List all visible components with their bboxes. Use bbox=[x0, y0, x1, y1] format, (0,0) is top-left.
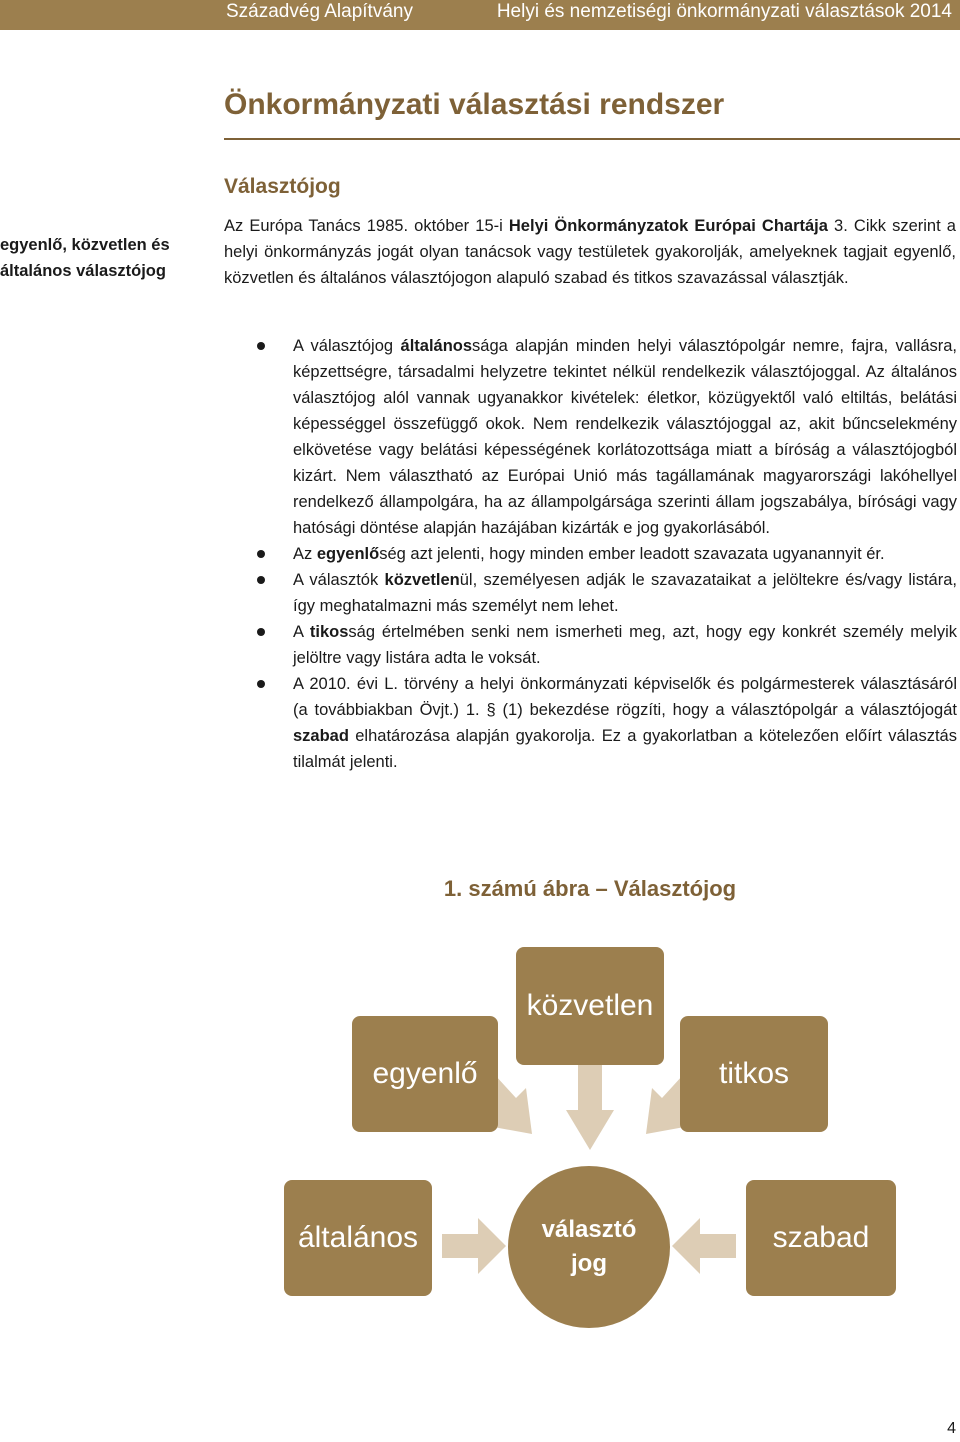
node-titkos: titkos bbox=[680, 1016, 828, 1132]
bullet-text: ül, személyesen adják le szavazataikat a jelöltekre és/vagy listára, így meghatalmazni más személyt nem lehet. bbox=[293, 571, 957, 615]
bullet-keyword: tikos bbox=[309, 623, 349, 641]
list-item bbox=[293, 671, 957, 775]
list-item bbox=[293, 567, 957, 619]
intro-charter-name: Helyi Önkormányzatok Európai Chartája bbox=[508, 217, 828, 235]
margin-note: egyenlő, közvetlen és általános választójog bbox=[0, 236, 170, 280]
bullet-text: A bbox=[293, 623, 310, 641]
section-heading: Választójog bbox=[224, 175, 341, 198]
node-altalanos: általános bbox=[284, 1180, 432, 1296]
running-header bbox=[0, 0, 960, 30]
list-item bbox=[293, 541, 957, 567]
bullet-icon bbox=[257, 576, 265, 584]
bullet-icon bbox=[257, 342, 265, 350]
bullet-keyword: közvetlen bbox=[384, 571, 460, 589]
bullet-icon bbox=[257, 550, 265, 558]
bullet-text: elhatározása alapján gyakorolja. Ez a gyakorlatban a kötelezően előírt választás tilalmát jelenti. bbox=[293, 727, 957, 771]
node-egyenlo: egyenlő bbox=[352, 1016, 498, 1132]
list-item bbox=[293, 619, 957, 671]
intro-text-end: 3. Cikk szerint a helyi önkormányzás jogát olyan tanácsok vagy testületek gyakorolják, amelyeknek tagjait egyenlő, közvetlen és általános választójogon alapuló szabad és titkos szavazással választják. bbox=[224, 217, 956, 287]
header-document-title: Helyi és nemzetiségi önkormányzati választások 2014 bbox=[496, 1, 952, 22]
bullet-keyword: szabad bbox=[293, 727, 349, 745]
suffrage-diagram bbox=[0, 930, 960, 1310]
page-title: Önkormányzati választási rendszer bbox=[224, 88, 725, 121]
center-node bbox=[508, 1166, 670, 1328]
arrow-from-szabad bbox=[672, 1218, 736, 1274]
node-szabad: szabad bbox=[746, 1180, 896, 1296]
arrow-from-altalanos bbox=[442, 1218, 506, 1274]
intro-text-start: Az Európa Tanács 1985. október 15-i bbox=[224, 217, 509, 235]
center-node-line2: jog bbox=[571, 1250, 607, 1277]
center-node-line1: választó bbox=[541, 1216, 637, 1243]
bullet-icon bbox=[257, 680, 265, 688]
principles-list bbox=[293, 333, 957, 775]
node-kozvetlen: közvetlen bbox=[516, 947, 664, 1065]
list-item bbox=[293, 333, 957, 541]
intro-paragraph bbox=[224, 213, 956, 291]
bullet-text: Az bbox=[293, 545, 317, 563]
figure-caption: 1. számú ábra – Választójog bbox=[443, 876, 737, 901]
bullet-keyword: általános bbox=[400, 337, 473, 355]
bullet-text: A választók bbox=[293, 571, 385, 589]
bullet-text: sága alapján minden helyi választópolgár nemre, fajra, vallásra, képzettségre, társadalmi helyzetre tekintet nélkül rendelkezik választójoggal. Az általános választójog alól vannak ugyanakkor kivételek: életkor, közügyektől való eltiltás, belátási képességgel összefüggő okok. Nem rendelkezik választójoggal az, akit bűncselekmény elkövetése vagy belátási képességének korlátozottsága miatt a bíróság a választójogból kizárt. Nem választható az Európai Unió más tagállamának magyarországi lakóhellyel rendelkező állampolgára, ha az állampolgársága szerinti állam jogszabálya, bírósági vagy hatósági döntése alapján hazájában kizárták e jog gyakorlásából. bbox=[293, 337, 957, 537]
bullet-text: ség azt jelenti, hogy minden ember leadott szavazata ugyanannyit ér. bbox=[379, 545, 885, 563]
page-number: 4 bbox=[947, 1420, 956, 1437]
bullet-text: A 2010. évi L. törvény a helyi önkormányzati képviselők és polgármesterek választásáról (a továbbiakban Övjt.) 1. § (1) bekezdése rögzíti, hogy a választópolgár a választójogát bbox=[293, 675, 957, 719]
header-organization: Századvég Alapítvány bbox=[226, 1, 413, 22]
bullet-text: ság értelmében senki nem ismerheti meg, azt, hogy egy konkrét személy melyik jelöltre vagy listára adta le voksát. bbox=[293, 623, 957, 667]
bullet-icon bbox=[257, 628, 265, 636]
bullet-keyword: egyenlő bbox=[316, 545, 380, 563]
title-rule bbox=[224, 138, 960, 140]
bullet-text: A választójog bbox=[293, 337, 401, 355]
